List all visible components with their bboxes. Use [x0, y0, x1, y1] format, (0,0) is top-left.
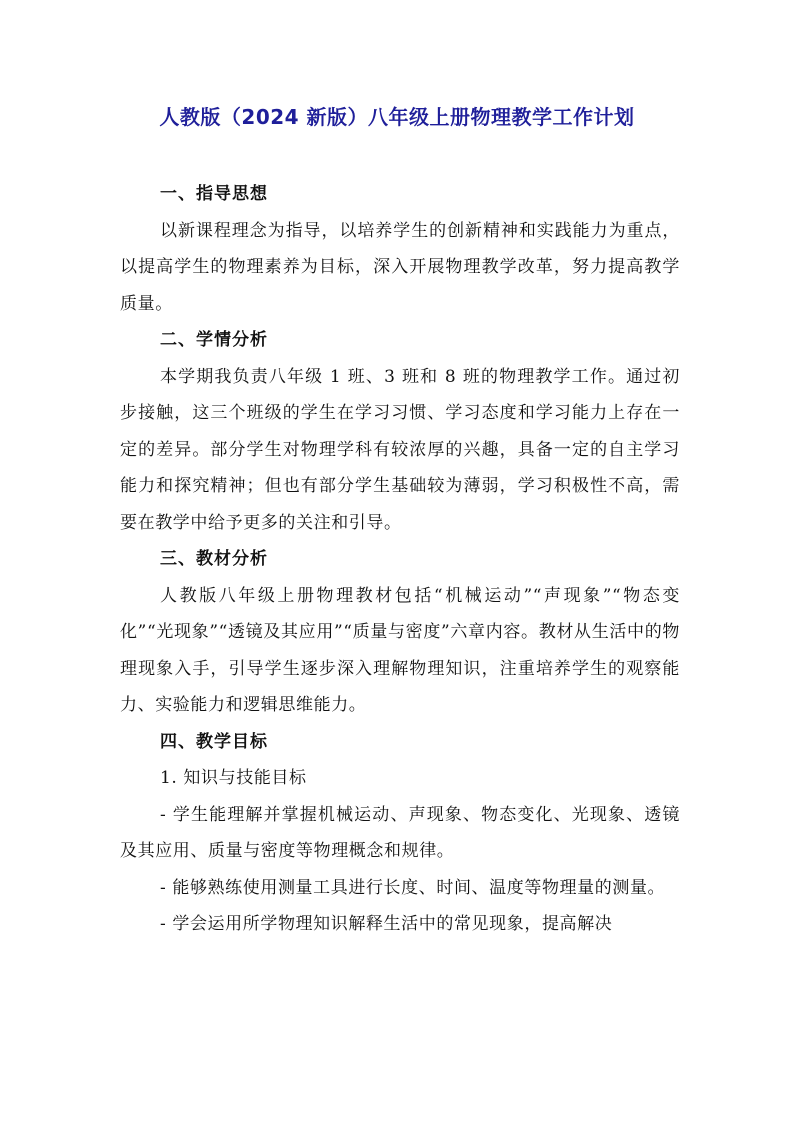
section-heading-textbook-analysis: 三、教材分析 [160, 549, 268, 569]
paragraph-textbook-analysis: 人教版八年级上册物理教材包括“机械运动”“声现象”“物态变化”“光现象”“透镜及其应用”“质量与密度”六章内容。教材从生活中的物理现象入手，引导学生逐步深入理解物理知识，注重培养学生的观察能力、实验能力和逻辑思维能力。 [120, 585, 680, 715]
document-title: 人教版（2024 新版）八年级上册物理教学工作计划 [159, 105, 635, 129]
paragraph-guiding-ideology: 以新课程理念为指导，以培养学生的创新精神和实践能力为重点，以提高学生的物理素养为目标，深入开展物理教学改革，努力提高教学质量。 [120, 220, 680, 314]
paragraph-student-analysis: 本学期我负责八年级 1 班、3 班和 8 班的物理教学工作。通过初步接触，这三个班级的学生在学习习惯、学习态度和学习能力上存在一定的差异。部分学生对物理学科有较浓厚的兴趣，具备一定的自主学习能力和探究精神；但也有部分学生基础较为薄弱，学习积极性不高，需要在教学中给予更多的关注和引导。 [120, 366, 680, 533]
list-item-goal-3: - 学会运用所学物理知识解释生活中的常见现象，提高解决 [160, 914, 613, 934]
document-body [120, 176, 680, 943]
section-heading-student-analysis: 二、学情分析 [160, 330, 268, 350]
subheading-knowledge-skills: 1. 知识与技能目标 [160, 768, 307, 788]
list-item-goal-2: - 能够熟练使用测量工具进行长度、时间、温度等物理量的测量。 [160, 877, 666, 898]
section-heading-guiding-ideology: 一、指导思想 [160, 184, 268, 204]
list-item-goal-1: - 学生能理解并掌握机械运动、声现象、物态变化、光现象、透镜及其应用、质量与密度等物理概念和规律。 [120, 804, 680, 861]
section-heading-teaching-goals: 四、教学目标 [160, 731, 268, 752]
